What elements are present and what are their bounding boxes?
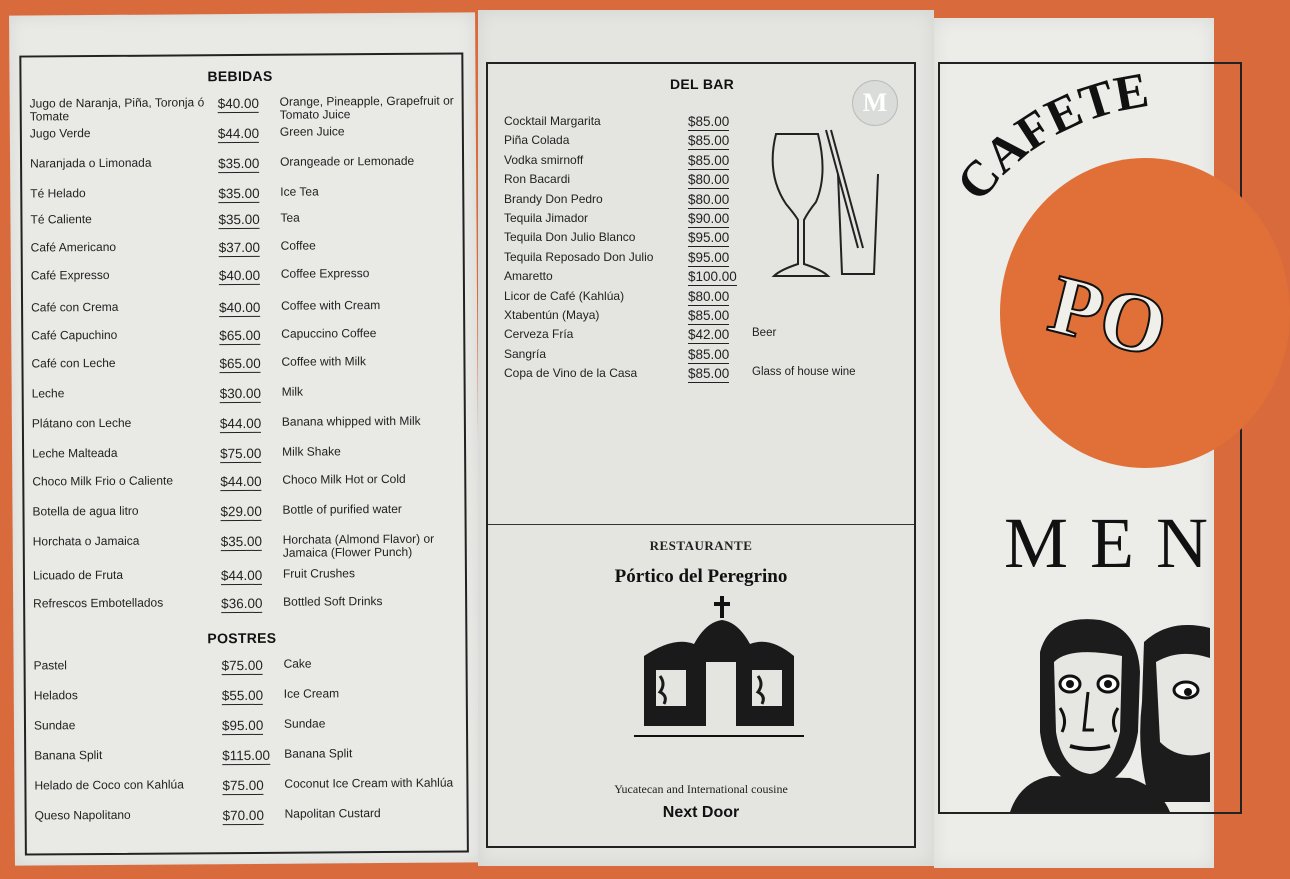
- menu-item: [24, 384, 464, 411]
- menu-item: [26, 746, 466, 773]
- item-name-es: Plátano con Leche: [31, 415, 132, 431]
- item-price: $44.00: [220, 473, 262, 490]
- item-name-es: Tequila Jimador: [504, 211, 589, 225]
- postres-heading: POSTRES: [207, 629, 277, 647]
- item-price: $42.00: [688, 327, 730, 343]
- church-building-icon: [634, 596, 804, 746]
- item-price: $115.00: [222, 747, 271, 764]
- m-logo-badge: M: [852, 80, 898, 126]
- item-price: $35.00: [218, 211, 260, 228]
- bar-item: [496, 366, 916, 385]
- item-price: $80.00: [688, 172, 730, 188]
- item-name-en: Glass of house wine: [752, 366, 856, 379]
- item-price: $35.00: [220, 533, 263, 550]
- restaurant-name: Pórtico del Peregrino: [614, 566, 788, 587]
- item-name-es: Helados: [33, 688, 78, 703]
- menu-item: [26, 686, 466, 713]
- item-price: $85.00: [688, 346, 730, 362]
- item-name-es: Refrescos Embotellados: [33, 595, 164, 611]
- menu-item: [22, 154, 462, 181]
- bar-item: [496, 347, 916, 366]
- item-price: $30.00: [219, 385, 262, 402]
- item-name-es: Café con Leche: [31, 355, 116, 371]
- menu-item: [27, 806, 467, 833]
- menu-item: [22, 93, 462, 124]
- item-price: $100.00: [688, 269, 737, 285]
- item-price: $44.00: [219, 415, 262, 432]
- menu-item: [26, 656, 466, 683]
- item-price: $75.00: [221, 657, 263, 674]
- item-price: $37.00: [218, 239, 261, 256]
- item-name-es: Leche Malteada: [32, 445, 118, 461]
- item-name-en: Bottled Soft Drinks: [283, 594, 383, 609]
- item-name-es: Café Capuchino: [31, 327, 118, 343]
- del-bar-frame: [486, 62, 916, 525]
- menu-item: [23, 354, 463, 381]
- item-name-es: Ron Bacardi: [504, 172, 571, 187]
- item-name-es: Café Americano: [30, 239, 117, 255]
- item-name-en: Coffee with Cream: [281, 298, 381, 313]
- item-name-es: Tequila Reposado Don Julio: [504, 249, 654, 264]
- item-name-es: Cerveza Fría: [504, 327, 574, 342]
- del-bar-heading: DEL BAR: [670, 76, 735, 92]
- item-price: $55.00: [221, 687, 264, 704]
- item-name-en: Cake: [283, 656, 312, 671]
- bar-menu-panel: [478, 10, 934, 866]
- cocktail-glasses-icon: [766, 124, 886, 284]
- item-name-es: Helado de Coco con Kahlúa: [34, 777, 184, 793]
- bar-item: [496, 327, 916, 346]
- menu-item: [24, 414, 464, 441]
- item-name-en: Beer: [752, 327, 777, 340]
- item-name-es: Choco Milk Frio o Caliente: [32, 473, 174, 489]
- bebidas-heading: BEBIDAS: [207, 67, 273, 85]
- bar-item: [496, 308, 916, 327]
- item-price: $29.00: [220, 503, 262, 520]
- item-price: $36.00: [221, 595, 263, 612]
- item-price: $40.00: [219, 299, 261, 316]
- bar-item: [496, 289, 916, 308]
- menu-item: [25, 594, 465, 621]
- item-price: $85.00: [688, 308, 730, 323]
- item-name-es: Té Caliente: [30, 212, 92, 227]
- item-name-es: Sundae: [33, 718, 76, 733]
- item-name-en: Choco Milk Hot or Cold: [282, 471, 406, 487]
- menu-item: [25, 532, 465, 559]
- menu-item: [24, 472, 464, 499]
- item-name-es: Sangría: [504, 346, 547, 361]
- item-name-es: Pastel: [33, 658, 67, 673]
- menu-item: [22, 210, 462, 237]
- two-faces-icon: [1010, 612, 1210, 812]
- item-name-es: Té Helado: [30, 186, 86, 201]
- item-price: $70.00: [222, 807, 264, 824]
- item-name-es: Botella de agua litro: [32, 503, 139, 519]
- item-price: $75.00: [220, 445, 262, 462]
- item-price: $90.00: [688, 211, 730, 226]
- bebidas-frame: [19, 52, 469, 855]
- item-name-es: Naranjada o Limonada: [30, 155, 152, 171]
- item-name-en: Bottle of purified water: [282, 501, 402, 517]
- ad-label: RESTAURANTE: [649, 538, 753, 553]
- menu-item: [25, 566, 465, 593]
- item-name-es: Jugo Verde: [29, 126, 91, 141]
- item-name-en: Banana whipped with Milk: [281, 413, 421, 429]
- circle-title: PO: [1040, 257, 1177, 376]
- item-name-en: Horchata (Almond Flavor) or Jamaica (Flower Punch): [282, 531, 435, 560]
- item-price: $80.00: [688, 288, 730, 304]
- item-name-es: Licor de Café (Kahlúa): [504, 288, 625, 303]
- item-price: $75.00: [222, 777, 264, 794]
- item-price: $95.00: [221, 717, 264, 734]
- item-name-es: Leche: [31, 386, 65, 401]
- item-name-en: Coconut Ice Cream with Kahlúa: [284, 775, 454, 791]
- item-name-es: Brandy Don Pedro: [504, 191, 603, 206]
- item-name-es: Xtabentún (Maya): [504, 308, 600, 322]
- cover-panel: [934, 18, 1230, 868]
- item-name-es: Vodka smirnoff: [504, 152, 584, 167]
- item-name-en: Tea: [280, 210, 300, 225]
- item-name-en: Capuccino Coffee: [281, 326, 377, 341]
- item-price: $65.00: [219, 327, 261, 344]
- item-price: $80.00: [688, 191, 730, 207]
- item-name-en: Milk Shake: [282, 444, 341, 459]
- menu-item: [24, 444, 464, 471]
- item-name-es: Cocktail Margarita: [504, 114, 601, 128]
- item-name-en: Banana Split: [284, 746, 353, 761]
- menu-title: MEN: [1004, 503, 1230, 583]
- item-price: $85.00: [688, 114, 730, 129]
- item-name-es: Banana Split: [34, 748, 103, 763]
- item-name-en: Green Juice: [279, 124, 345, 139]
- item-price: $35.00: [218, 155, 260, 172]
- item-price: $85.00: [688, 366, 730, 382]
- item-price: $35.00: [218, 185, 260, 202]
- menu-item: [22, 184, 462, 211]
- menu-item: [22, 124, 462, 151]
- item-name-es: Amaretto: [504, 269, 553, 284]
- ad-location: Next Door: [662, 804, 740, 821]
- menu-item: [23, 298, 463, 325]
- item-name-es: Horchata o Jamaica: [32, 533, 140, 549]
- item-price: $85.00: [688, 133, 730, 149]
- item-name-en: Ice Tea: [280, 184, 319, 199]
- item-name-es: Queso Napolitano: [34, 807, 131, 823]
- item-name-en: Sundae: [283, 716, 326, 731]
- item-name-es: Licuado de Fruta: [32, 567, 124, 583]
- item-name-es: Café con Crema: [31, 299, 119, 315]
- item-name-en: Orange, Pineapple, Grapefruit or Tomato Juice: [279, 93, 454, 122]
- item-name-en: Ice Cream: [283, 686, 340, 701]
- cover-frame: [938, 62, 1242, 814]
- item-name-en: Coffee Expresso: [280, 266, 370, 281]
- item-name-es: Café Expresso: [30, 267, 110, 283]
- item-name-en: Napolitan Custard: [284, 806, 381, 821]
- item-name-es: Tequila Don Julio Blanco: [504, 230, 636, 245]
- menu-item: [23, 238, 463, 265]
- item-name-es: Copa de Vino de la Casa: [504, 366, 638, 381]
- food-menu-panel: [9, 12, 481, 865]
- item-price: $40.00: [217, 95, 260, 112]
- item-name-en: Coffee with Milk: [281, 354, 366, 369]
- arc-title-text: CAFETE: [945, 64, 1153, 211]
- menu-item: [24, 502, 464, 529]
- menu-item: [26, 716, 466, 743]
- item-name-en: Orangeade or Lemonade: [280, 153, 415, 169]
- item-price: $95.00: [688, 230, 730, 246]
- item-name-en: Coffee: [280, 238, 316, 253]
- item-name-es: Piña Colada: [504, 133, 570, 148]
- item-price: $44.00: [220, 567, 263, 584]
- menu-item: [23, 326, 463, 353]
- menu-item: [26, 776, 466, 803]
- item-price: $95.00: [688, 249, 730, 265]
- menu-item: [23, 266, 463, 293]
- ad-tagline: Yucatecan and International cousine: [614, 782, 788, 796]
- item-name-es: Jugo de Naranja, Piña, Toronja ó Tomate: [29, 95, 205, 124]
- item-price: $85.00: [688, 152, 730, 168]
- item-name-en: Fruit Crushes: [282, 566, 356, 581]
- item-price: $44.00: [217, 125, 260, 142]
- item-price: $65.00: [219, 355, 261, 372]
- item-price: $40.00: [218, 267, 261, 284]
- item-name-en: Milk: [281, 384, 304, 399]
- restaurant-ad-frame: [486, 524, 916, 848]
